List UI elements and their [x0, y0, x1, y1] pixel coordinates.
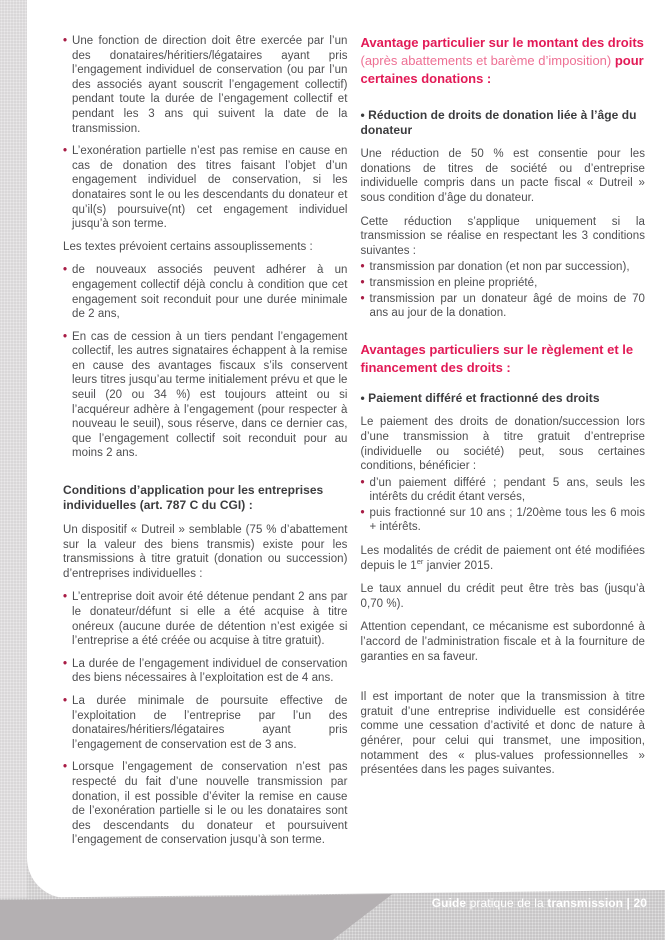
heading-bold-part: Avantage particulier sur le montant des droits — [360, 35, 644, 50]
bullet-list-paiement — [361, 476, 646, 535]
bullet-item: • puis fractionné sur 10 ans ; 1/20ème tous les 6 mois + intérêts. — [361, 506, 646, 535]
footer — [0, 896, 647, 910]
paragraph-attention: Attention cependant, ce mécanisme est subordonné à l’accord de l’administration fiscale et à la fourniture de garanties en sa faveur. — [360, 621, 645, 663]
footer-transmission-bold: transmission — [547, 896, 624, 910]
heading-conditions-entreprises: Conditions d’application pour les entreprises individuelles (art. 787 C du CGI) : — [63, 483, 324, 513]
bullet-item: • transmission par donation (et non par succession), — [361, 260, 646, 275]
bullet-list-trois-conditions — [361, 260, 646, 320]
heading-bold-part: pour certaines donations : — [360, 53, 644, 86]
bullet-item: • La durée de l’engagement individuel de conservation des biens nécessaires à l’exploitation est de 4 ans. — [63, 657, 348, 686]
bullet-item: • transmission en pleine propriété, — [361, 276, 646, 291]
superscript-er: er — [416, 556, 424, 566]
subheading-paiement-differe: • Paiement différé et fractionné des droits — [361, 391, 646, 406]
bullet-list-direction — [63, 34, 348, 232]
bullet-item: • d’un paiement différé ; pendant 5 ans, seuls les intérêts du crédit étant versés, — [361, 476, 646, 505]
bullet-item: • La durée minimale de poursuite effective de l’exploitation de l’entreprise par l’un des donataires/héritiers/légataires ayant pris l’engagement de conservation est de 3 ans. — [63, 694, 348, 752]
heading-light-part: (après abattements et barème d’imposition) — [360, 53, 615, 68]
bullet-item: • L’entreprise doit avoir été détenue pendant 2 ans par le donateur/défunt si elle a été acquise à titre onéreux (aucune durée de détention n’est exigée si l’entreprise a été créée ou acquise à titre gratuit). — [63, 590, 348, 648]
heading-avantages-reglement: Avantages particuliers sur le règlement et le financement des droits : — [360, 341, 634, 375]
subheading-reduction-droits: • Réduction de droits de donation liée à l’âge du donateur — [361, 108, 646, 137]
page-number: 20 — [633, 896, 647, 910]
footer-separator: | — [623, 896, 634, 910]
left-margin-strip — [0, 0, 27, 940]
bullet-list-assouplissements — [63, 263, 348, 461]
bullet-item: • L’exonération partielle n’est pas remise en cause en cas de donation des titres faisant l’objet d’un engagement individuel de conservation, si les donataires sont le ou les descendants du donateur et qu’il(s) poursuive(nt) cet engagement individuel jusqu’à son terme. — [63, 144, 348, 232]
paragraph-assouplissements: Les textes prévoient certains assouplissements : — [63, 240, 313, 253]
modalites-text: Les modalités de crédit de paiement ont été modifiées depuis le 1 — [360, 545, 645, 572]
bullet-list-conditions — [63, 590, 348, 848]
bullet-item: • de nouveaux associés peuvent adhérer à un engagement collectif déjà conclu à condition que cet engagement soit reconduit pour une durée minimale de 2 ans, — [63, 263, 348, 321]
paragraph-reduction: Une réduction de 50 % est consentie pour les donations de titres de société ou d’entreprise individuelle compris dans un pacte fiscal « Dutreil » sous condition d’âge du donateur. — [360, 148, 645, 204]
paragraph-important: Il est important de noter que la transmission à titre gratuit d’une entreprise individuelle est considérée comme une cessation d’activité et donc de nature à générer, pour celui qui transmet, une imposition, notamment des « plus-values professionnelles » présentées dans les pages suivantes. — [360, 691, 645, 777]
bullet-item: • En cas de cession à un tiers pendant l’engagement collectif, les autres signataires échappent à la remise en cause des avantages fiscaux s’ils conservent leurs titres jusqu’au terme initialement prévu et que le seuil (20 ou 34 %) est toujours atteint ou si l’acquéreur adhère à l’engagement (pour respecter à nouveau le seuil), sous réserve, dans ce dernier cas, que l’engagement collectif soit reconduit pour au moins 2 ans. — [63, 330, 348, 461]
footer-guide-bold: Guide — [431, 896, 467, 910]
modalites-text-end: janvier 2015. — [423, 559, 494, 572]
bullet-item: • transmission par un donateur âgé de moins de 70 ans au jour de la donation. — [361, 292, 646, 321]
paragraph-dispositif-dutreil: Un dispositif « Dutreil » semblable (75 % d’abattement sur la valeur des biens transmis) existe pour les transmissions à titre gratuit (donation ou succession) d’entreprises individuelles : — [63, 524, 348, 580]
paragraph-modalites — [361, 544, 646, 573]
content-card — [27, 0, 665, 898]
heading-avantage-montant — [361, 34, 646, 88]
right-column — [361, 34, 646, 856]
left-column — [63, 34, 348, 856]
paragraph-taux: Le taux annuel du crédit peut être très bas (jusqu’à 0,70 %). — [360, 583, 645, 610]
two-column-layout — [63, 34, 645, 856]
paragraph-paiement: Le paiement des droits de donation/succession lors d’une transmission à titre gratuit d’entreprise (individuelle ou société) peut, sous certaines conditions, bénéficier : — [360, 416, 645, 473]
bullet-item: • Une fonction de direction doit être exercée par l’un des donataires/héritiers/légataires ayant pris l’engagement individuel de conservation (ou par l’un des associés ayant souscrit l’engagement collectif) pendant toute la durée de l’engagement collectif et pendant les 3 ans qui suivent la date de la transmission. — [63, 34, 348, 136]
paragraph-trois-conditions: Cette réduction s’applique uniquement si la transmission se réalise en respectant les 3 conditions suivantes : — [360, 215, 645, 257]
footer-middle: pratique de la — [466, 896, 548, 910]
bullet-item: • Lorsque l’engagement de conservation n’est pas respecté du fait d’une nouvelle transmission par donation, il est possible d’éviter la remise en cause de l’exonération partielle si le ou les donataires sont des descendants du donateur et poursuivent l’engagement de conservation jusqu’à son terme. — [63, 760, 348, 848]
